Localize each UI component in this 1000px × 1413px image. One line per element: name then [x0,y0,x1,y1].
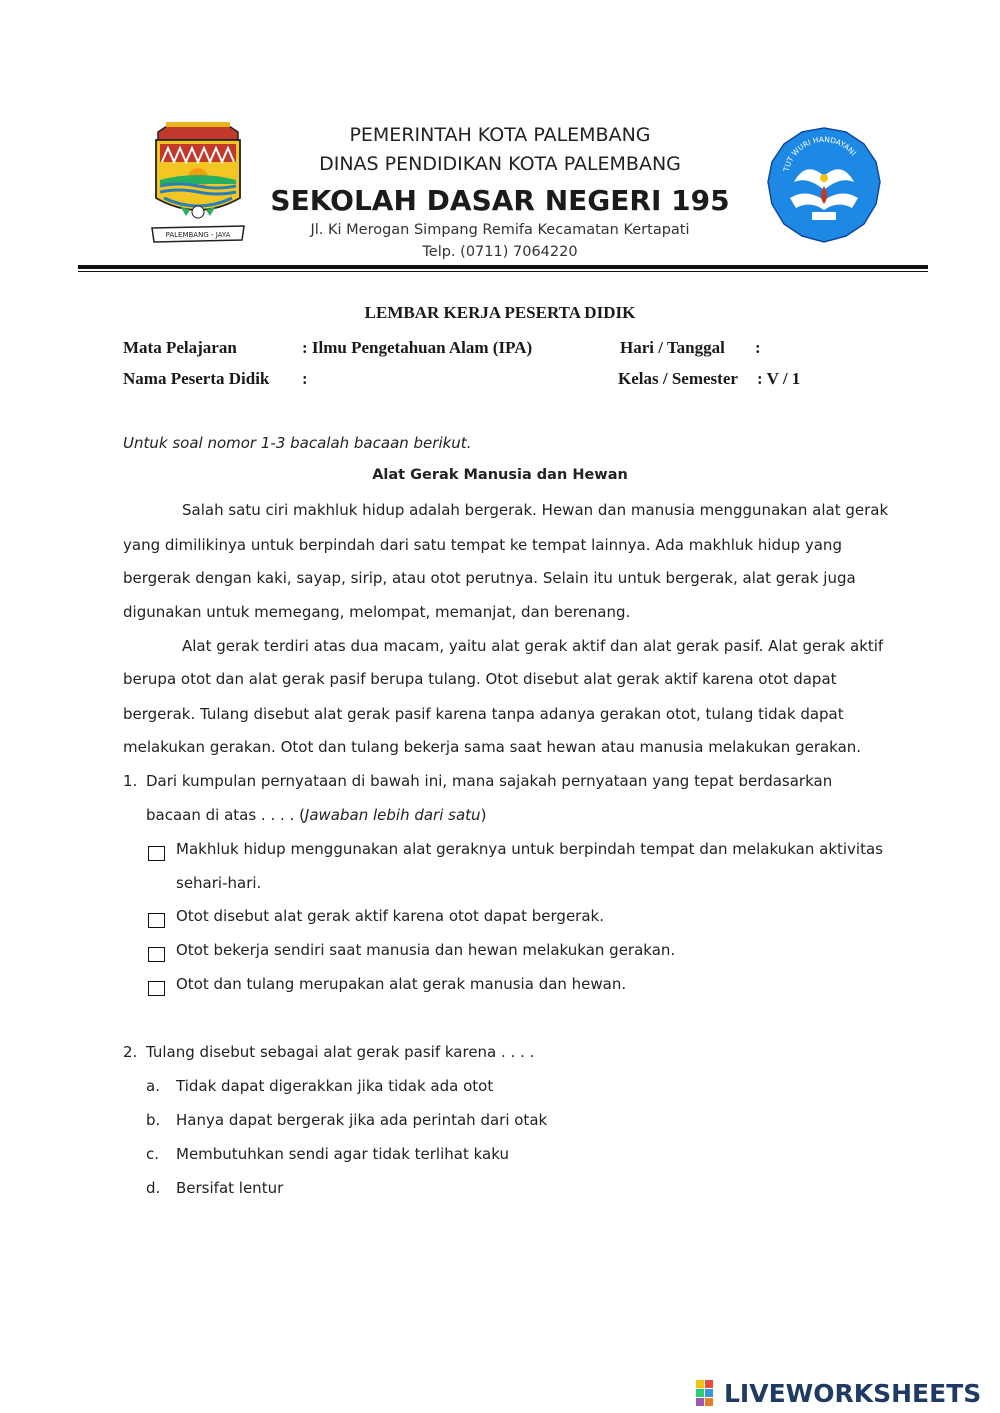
q1-option-checkbox[interactable] [148,913,165,928]
reading-line: berupa otot dan alat gerak pasif berupa tulang. Otot disebut alat gerak aktif karena otot dapat [123,670,837,688]
q2-option-b[interactable]: Hanya dapat bergerak jika ada perintah dari otak [176,1111,548,1129]
q2-option-c[interactable]: Membutuhkan sendi agar tidak terlihat kaku [176,1145,509,1163]
date-label: Hari / Tanggal [620,338,725,357]
liveworksheets-icon [696,1380,722,1406]
q1-option-label-cont: sehari-hari. [176,874,262,892]
reading-line: Alat gerak terdiri atas dua macam, yaitu alat gerak aktif dan alat gerak pasif. Alat gerak aktif [182,637,884,655]
logo-motto-text: TUT WURI HANDAYANI [781,134,859,173]
class-value: : V / 1 [757,369,801,388]
school-address: Jl. Ki Merogan Simpang Remifa Kecamatan Kertapati [310,222,690,238]
subject-label: Mata Pelajaran [123,338,237,357]
name-colon: : [302,369,308,388]
header-divider-thin [78,271,928,272]
date-colon: : [755,338,761,357]
liveworksheets-brand[interactable] [696,1378,981,1408]
q1-option-checkbox[interactable] [148,947,165,962]
q2-option-d[interactable]: Bersifat lentur [176,1179,284,1197]
header-divider-thick [78,265,928,269]
header-government: PEMERINTAH KOTA PALEMBANG [349,124,651,146]
q2-option-letter: d. [146,1179,161,1197]
q2-option-letter: a. [146,1077,160,1095]
header-department: DINAS PENDIDIKAN KOTA PALEMBANG [319,153,681,175]
q2-option-a[interactable]: Tidak dapat digerakkan jika tidak ada otot [176,1077,494,1095]
q2-number: 2. [123,1043,138,1061]
palembang-crest-logo [150,122,246,246]
q2-option-letter: b. [146,1111,161,1129]
reading-line: Salah satu ciri makhluk hidup adalah bergerak. Hewan dan manusia menggunakan alat gerak [182,501,889,519]
liveworksheets-text: LIVEWORKSHEETS [724,1378,982,1408]
q2-text: Tulang disebut sebagai alat gerak pasif karena . . . . [146,1043,535,1061]
school-phone: Telp. (0711) 7064220 [422,244,578,260]
q1-option-label: Otot bekerja sendiri saat manusia dan hewan melakukan gerakan. [176,941,676,959]
reading-line: digunakan untuk memegang, melompat, memanjat, dan berenang. [123,603,631,621]
q1-option-label: Otot dan tulang merupakan alat gerak manusia dan hewan. [176,975,627,993]
reading-line: melakukan gerakan. Otot dan tulang bekerja sama saat hewan atau manusia melakukan gerakan. [123,738,862,756]
q1-text-line2: bacaan di atas . . . . (Jawaban lebih dari satu) [146,806,487,824]
reading-line: yang dimilikinya untuk berpindah dari satu tempat ke tempat lainnya. Ada makhluk hidup yang [123,536,842,554]
worksheet-title: LEMBAR KERJA PESERTA DIDIK [364,303,636,322]
reading-instruction: Untuk soal nomor 1-3 bacalah bacaan berikut. [123,434,472,452]
reading-line: bergerak. Tulang disebut alat gerak pasif karena tanpa adanya gerakan otot, tulang tidak dapat [123,705,844,723]
crest-banner-text: PALEMBANG - JAYA [165,231,231,239]
reading-line: bergerak dengan kaki, sayap, sirip, atau otot perutnya. Selain itu untuk bergerak, alat gerak juga [123,569,856,587]
q1-option-checkbox[interactable] [148,981,165,996]
q1-option-checkbox[interactable] [148,846,165,861]
subject-value: : Ilmu Pengetahuan Alam (IPA) [302,338,533,357]
q1-option-label: Makhluk hidup menggunakan alat geraknya untuk berpindah tempat dan melakukan aktivitas [176,840,883,858]
q2-option-letter: c. [146,1145,160,1163]
school-name: SEKOLAH DASAR NEGERI 195 [270,184,730,217]
q1-option-label: Otot disebut alat gerak aktif karena otot dapat bergerak. [176,907,604,925]
class-label: Kelas / Semester [618,369,738,388]
tut-wuri-handayani-logo [766,126,882,244]
q1-text: Dari kumpulan pernyataan di bawah ini, mana sajakah pernyataan yang tepat berdasarkan [146,772,833,790]
name-label: Nama Peserta Didik [123,369,270,388]
q1-number: 1. [123,772,138,790]
reading-title: Alat Gerak Manusia dan Hewan [372,467,628,483]
